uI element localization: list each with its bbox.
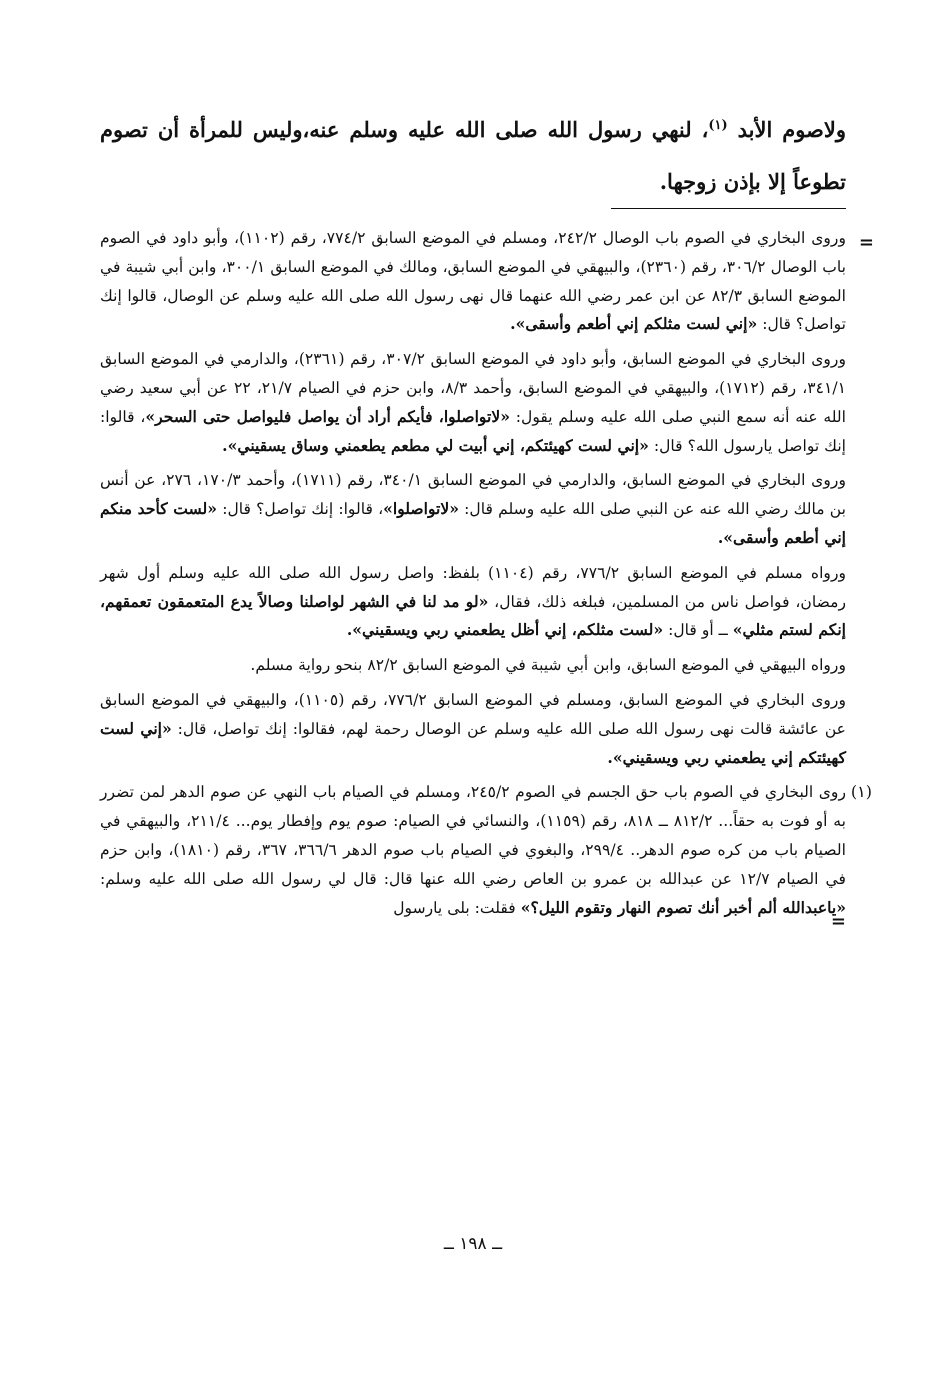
footnote-paragraph: ورواه البيهقي في الموضع السابق، وابن أبي شيبة في الموضع السابق ٨٢/٢ بنحو رواية مسلم. — [250, 656, 846, 675]
footnote-paragraph: وروى البخاري في الموضع السابق، والدارمي في الموضع السابق ٣٤٠/١، رقم (١٧١١)، وأحمد ١٧٠/٣، ٢٧٦، عن أنس بن مالك رضي الله عنه عن النبي صلى الله عليه وسلم قال: «لاتواصلوا»، قالوا: إنك تواصل؟ قال: «لست كأحد منكم إني أطعم وأسقى». — [100, 471, 846, 547]
main-text-rest: ، لنهي رسول الله صلى الله عليه وسلم عنه،وليس للمرأة أن تصوم تطوعاً إلا بإذن زوجها. — [100, 117, 846, 194]
footnote-1 — [100, 778, 872, 932]
page-number: ــ ١٩٨ ــ — [443, 1234, 503, 1254]
footnote-number: (١) — [850, 782, 872, 802]
footnote-paragraph: ورواه مسلم في الموضع السابق ٧٧٦/٢، رقم (١١٠٤) بلفظ: واصل رسول الله صلى الله عليه وسلم أول شهر رمضان، فواصل ناس من المسلمين، فبلغه ذلك، فقال، «لو مد لنا في الشهر لواصلنا وصالاً يدع المتعمقون تعمقهم، إنكم لستم مثلي» ــ أو قال: «لست مثلكم، إني أظل يطعمني ربي ويسقيني». — [100, 563, 847, 640]
footnotes-section — [100, 224, 872, 932]
footnote-paragraph: روى البخاري في الصوم باب حق الجسم في الصوم ٢٤٥/٢، ومسلم في الصيام باب النهي عن صوم الدهر لمن تضرر به أو فوت به حقاً... ٨١٢/٢ ــ ٨١٨، رقم (١١٥٩)، والنسائي في الصيام: صوم يوم وإفطار يوم... ٢١١/٤، والبيهقي في الصيام باب من كره صوم الدهر.. ٢٩٩/٤، والبغوي في الصيام باب صوم الدهر ٣٦٦/٦، ٣٦٧، رقم (١٨١٠)، وابن حزم في الصيام ١٢/٧ عن عبدالله بن عمرو بن العاص رضي الله عنها قال: قال لي رسول الله صلى الله عليه وسلم: «ياعبدالله ألم أخبر أنك تصوم النهار وتقوم الليل؟» فقلت: بلى يارسول — [100, 783, 846, 917]
continuation-mark-top: = — [858, 232, 872, 253]
book-page — [100, 100, 872, 1280]
footnote-separator — [611, 208, 846, 209]
continuation-mark-bottom: = — [830, 910, 846, 932]
footnote-paragraph: وروى البخاري في الموضع السابق، ومسلم في الموضع السابق ٧٧٦/٢، رقم (١١٠٥)، والبيهقي في الموضع السابق عن عائشة قالت نهى رسول الله صلى الله عليه وسلم عن الوصال رحمة لهم، فقالوا: إنك تواصل، قال: «إني لست كهيئتكم إني يطعمني ربي ويسقيني». — [100, 690, 846, 767]
main-text-start: ولاصوم الأبد — [737, 117, 847, 142]
main-text — [100, 100, 846, 208]
footnote-reference: (١) — [708, 118, 728, 133]
footnote-paragraph: وروى البخاري في الصوم باب الوصال ٢٤٢/٢، ومسلم في الموضع السابق ٧٧٤/٢، رقم (١١٠٢)، وأبو داود في الصوم باب الوصال ٣٠٦/٢، رقم (٢٣٦٠)، والبيهقي في الموضع السابق، ومالك في الموضع السابق ٣٠٠/١، وابن أبي شيبة في الموضع السابق ٨٢/٣ عن ابن عمر رضي الله عنهما قال نهى رسول الله صلى الله عليه وسلم عن الوصال، قالوا إنك تواصل؟ قال: «إني لست مثلكم إني أطعم وأسقى». — [100, 229, 846, 334]
footnote-paragraph: وروى البخاري في الموضع السابق، وأبو داود في الموضع السابق ٣٠٧/٢، رقم (٢٣٦١)، والدارمي في الموضع السابق ٣٤١/١، رقم (١٧١٢)، والبيهقي في الموضع السابق، وأحمد ٨/٣، وابن حزم في الصيام ٢١/٧، ٢٢ عن أبي سعيد رضي الله عنه أنه سمع النبي صلى الله عليه وسلم يقول: «لاتواصلوا، فأيكم أراد أن يواصل فليواصل حتى السحر»، قالوا: إنك تواصل يارسول الله؟ قال: «إني لست كهيئتكم، إني أبيت لي مطعم يطعمني وساق يسقيني». — [100, 350, 847, 455]
